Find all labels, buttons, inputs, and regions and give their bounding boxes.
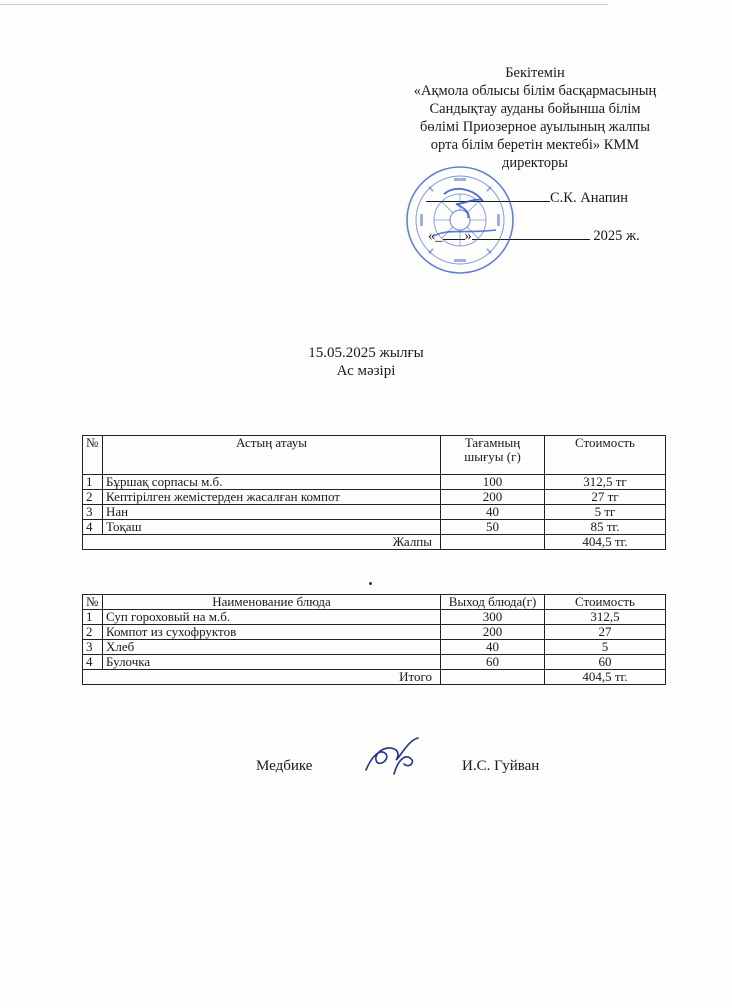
menu-table-russian	[82, 594, 666, 685]
approval-line: Сандықтау ауданы бойынша білім	[429, 101, 641, 117]
nurse-name: И.С. Гуйван	[462, 758, 540, 774]
scan-edge-line	[0, 4, 608, 5]
approval-line: директоры	[501, 155, 569, 171]
menu-subtitle: Ас мәзірі	[336, 363, 396, 379]
approval-date-suffix: 2025 ж.	[593, 228, 640, 244]
table-row: 1 Суп гороховый на м.б. 300 312,5	[83, 610, 666, 625]
table-row: 3 Хлеб 40 5	[83, 640, 666, 655]
table-row: 1 Бұршақ сорпасы м.б. 100 312,5 тг	[83, 475, 666, 490]
table-row: 2 Компот из сухофруктов 200 27	[83, 625, 666, 640]
column-header: Стоимость	[545, 436, 666, 475]
table-header-row	[83, 595, 666, 610]
column-header: Наименование блюда	[103, 595, 441, 610]
approval-line: бөлімі Приозерное ауылының жалпы	[420, 119, 650, 135]
table-header-row	[83, 436, 666, 475]
handwritten-signature-icon	[362, 734, 422, 778]
total-row	[83, 670, 666, 685]
ink-dot	[369, 582, 372, 585]
nurse-role: Медбике	[256, 758, 313, 774]
total-label: Итого	[83, 670, 441, 685]
column-header: Астың атауы	[103, 436, 441, 475]
column-header: Выход блюда(г)	[441, 595, 545, 610]
total-value: 404,5 тг.	[545, 670, 666, 685]
menu-table-kazakh	[82, 435, 666, 550]
official-stamp-icon	[404, 164, 516, 276]
table-row: 4 Тоқаш 50 85 тг.	[83, 520, 666, 535]
table-row: 4 Булочка 60 60	[83, 655, 666, 670]
approval-line: Бекітемін	[505, 65, 565, 81]
column-header: Тағамның шығуы (г)	[441, 436, 545, 475]
column-header: №	[83, 595, 103, 610]
total-value: 404,5 тг.	[545, 535, 666, 550]
total-row	[83, 535, 666, 550]
approval-line: «Ақмола облысы білім басқармасының	[413, 83, 657, 99]
column-header: Стоимость	[545, 595, 666, 610]
table-row: 2 Кептірілген жемістерден жасалған компот 200 27 тг	[83, 490, 666, 505]
total-label: Жалпы	[83, 535, 441, 550]
menu-date: 15.05.2025 жылғы	[308, 345, 424, 361]
approval-date-row: «_ » 2025 ж.	[428, 228, 640, 244]
approval-block	[380, 64, 690, 244]
table-row: 3 Нан 40 5 тг	[83, 505, 666, 520]
approval-line: орта білім беретін мектебі» КММ	[430, 137, 640, 153]
director-name: С.К. Анапин	[550, 190, 628, 206]
approval-day: «_	[428, 228, 443, 244]
column-header: №	[83, 436, 103, 475]
